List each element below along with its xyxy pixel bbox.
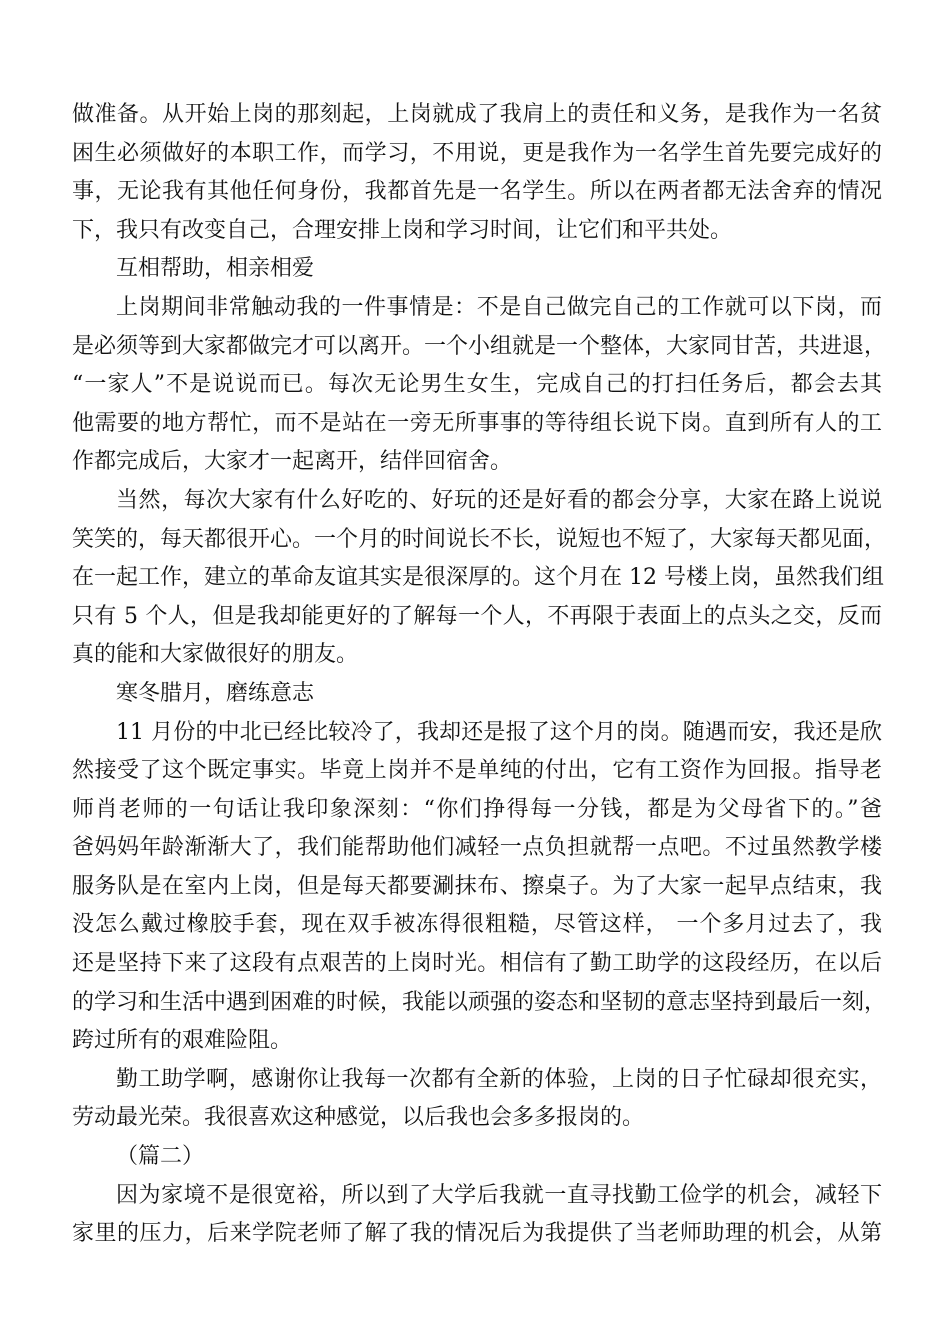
section-heading: 寒冬腊月，磨练意志 <box>116 680 315 706</box>
document-page <box>72 96 887 1254</box>
paragraph-line: 做准备。从开始上岗的那刻起，上岗就成了我肩上的责任和义务，是我作为一名贫 <box>72 102 882 127</box>
paragraph-line: 是必须等到大家都做完才可以离开。一个小组就是一个整体，大家同甘苦，共进退， <box>72 333 887 359</box>
chapter-marker: （篇二） <box>116 1144 205 1170</box>
paragraph-line: 爸妈妈年龄渐渐大了，我们能帮助他们减轻一点负担就帮一点吧。不过虽然教学楼 <box>72 835 882 861</box>
paragraph-line: 困生必须做好的本职工作，而学习，不用说，更是我作为一名学生首先要完成好的 <box>72 140 882 166</box>
paragraph-line: 下，我只有改变自己，合理安排上岗和学习时间，让它们和平共处。 <box>72 217 733 243</box>
paragraph-line: 因为家境不是很宽裕，所以到了大学后我就一直寻找勤工俭学的机会，减轻下 <box>116 1182 882 1208</box>
paragraph-line: 上岗期间非常触动我的一件事情是：不是自己做完自己的工作就可以下岗，而 <box>116 294 882 320</box>
paragraph-line: 在一起工作，建立的革命友谊其实是很深厚的。这个月在 12 号楼上岗，虽然我们组 <box>72 565 884 591</box>
paragraph-line: 作都完成后，大家才一起离开，结伴回宿舍。 <box>72 449 513 475</box>
paragraph-line: 当然，每次大家有什么好吃的、好玩的还是好看的都会分享，大家在路上说说 <box>116 487 882 513</box>
paragraph-line: 还是坚持下来了这段有点艰苦的上岗时光。相信有了勤工助学的这段经历，在以后 <box>72 951 882 977</box>
paragraph-line: 11 月份的中北已经比较冷了，我却还是报了这个月的岗。随遇而安，我还是欣 <box>116 719 882 745</box>
paragraph-line: 只有 5 个人，但是我却能更好的了解每一个人，不再限于表面上的点头之交，反而 <box>72 603 882 629</box>
paragraph-line: 事，无论我有其他任何身份，我都首先是一名学生。所以在两者都无法舍弃的情况 <box>72 179 882 205</box>
paragraph-line: 他需要的地方帮忙，而不是站在一旁无所事事的等待组长说下岗。直到所有人的工 <box>72 410 882 436</box>
paragraph-line: 然接受了这个既定事实。毕竟上岗并不是单纯的付出，它有工资作为回报。指导老 <box>72 758 882 784</box>
section-heading: 互相帮助，相亲相爱 <box>116 256 315 282</box>
paragraph-line: 勤工助学啊，感谢你让我每一次都有全新的体验，上岗的日子忙碌却很充实， <box>116 1066 882 1092</box>
paragraph-line: 师肖老师的一句话让我印象深刻：“你们挣得每一分钱，都是为父母省下的。”爸 <box>72 796 882 822</box>
paragraph-line: 服务队是在室内上岗，但是每天都要涮抹布、擦桌子。为了大家一起早点结束，我 <box>72 873 882 899</box>
paragraph-line: 跨过所有的艰难险阻。 <box>72 1028 293 1054</box>
paragraph-line: 的学习和生活中遇到困难的时候，我能以顽强的姿态和坚韧的意志坚持到最后一刻， <box>72 989 887 1015</box>
paragraph-line: 没怎么戴过橡胶手套，现在双手被冻得很粗糙，尽管这样， 一个多月过去了，我 <box>72 912 882 938</box>
paragraph-line: 真的能和大家做很好的朋友。 <box>72 642 359 668</box>
paragraph-line: 劳动最光荣。我很喜欢这种感觉，以后我也会多多报岗的。 <box>72 1105 645 1131</box>
paragraph-line: 家里的压力，后来学院老师了解了我的情况后为我提供了当老师助理的机会，从第 <box>72 1221 882 1247</box>
paragraph-line: “一家人”不是说说而已。每次无论男生女生，完成自己的打扫任务后，都会去其 <box>72 372 882 398</box>
paragraph-line: 笑笑的，每天都很开心。一个月的时间说长不长，说短也不短了，大家每天都见面， <box>72 526 887 552</box>
